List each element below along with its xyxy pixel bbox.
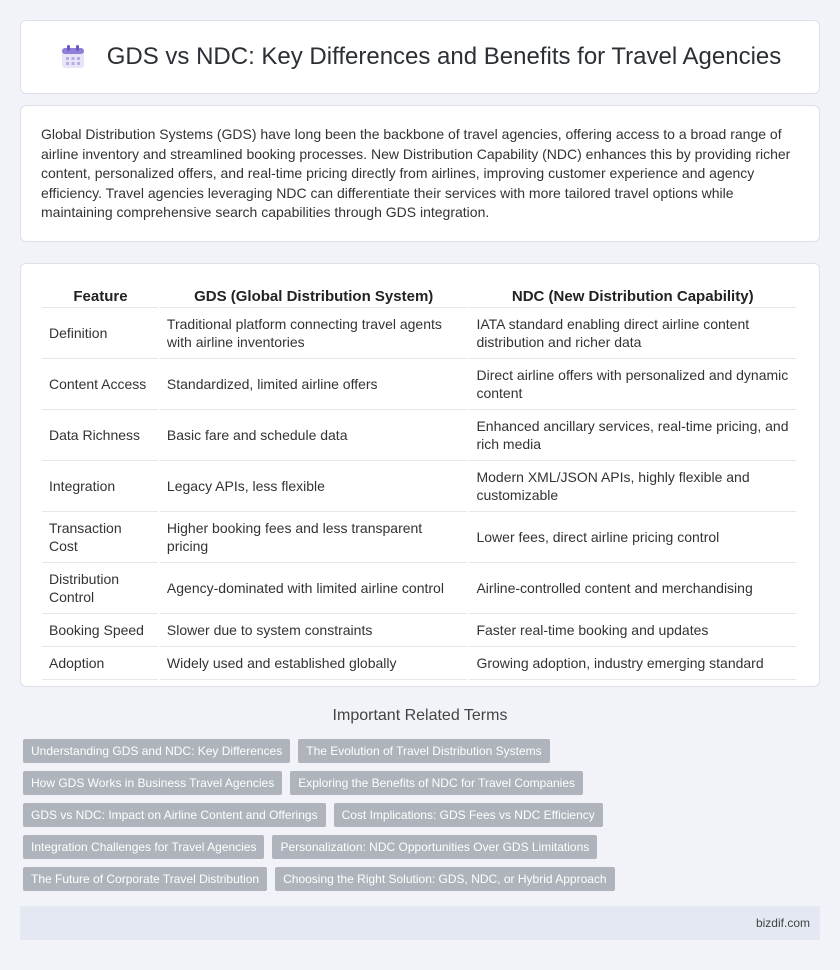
ndc-cell: Modern XML/JSON APIs, highly flexible and customizable <box>468 461 797 512</box>
related-term-link[interactable]: Cost Implications: GDS Fees vs NDC Efficiency <box>334 803 603 827</box>
header-feature: Feature <box>42 284 159 308</box>
feature-cell: Distribution Control <box>42 563 159 614</box>
feature-cell: Adoption <box>42 647 159 680</box>
related-term-link[interactable]: Exploring the Benefits of NDC for Travel Companies <box>290 771 583 795</box>
related-term-link[interactable]: Choosing the Right Solution: GDS, NDC, or Hybrid Approach <box>275 867 615 891</box>
gds-cell: Agency-dominated with limited airline control <box>159 563 469 614</box>
related-term-link[interactable]: Personalization: NDC Opportunities Over GDS Limitations <box>272 835 597 859</box>
header-gds: GDS (Global Distribution System) <box>159 284 469 308</box>
ndc-cell: Enhanced ancillary services, real-time pricing, and rich media <box>468 410 797 461</box>
related-term-link[interactable]: The Evolution of Travel Distribution Systems <box>298 739 549 763</box>
feature-cell: Content Access <box>42 359 159 410</box>
gds-cell: Widely used and established globally <box>159 647 469 680</box>
gds-cell: Basic fare and schedule data <box>159 410 469 461</box>
ndc-cell: Lower fees, direct airline pricing control <box>468 512 797 563</box>
feature-cell: Data Richness <box>42 410 159 461</box>
calendar-icon <box>59 43 87 71</box>
gds-cell: Traditional platform connecting travel agents with airline inventories <box>159 308 469 359</box>
table-header-row <box>42 284 797 308</box>
table-row <box>42 614 797 647</box>
ndc-cell: Airline-controlled content and merchandising <box>468 563 797 614</box>
gds-cell: Legacy APIs, less flexible <box>159 461 469 512</box>
table-row <box>42 461 797 512</box>
table-row <box>42 563 797 614</box>
related-term-link[interactable]: The Future of Corporate Travel Distribution <box>23 867 267 891</box>
table-row <box>42 308 797 359</box>
comparison-card <box>20 263 820 687</box>
related-term-link[interactable]: Integration Challenges for Travel Agencies <box>23 835 264 859</box>
gds-cell: Standardized, limited airline offers <box>159 359 469 410</box>
related-term-link[interactable]: GDS vs NDC: Impact on Airline Content and Offerings <box>23 803 326 827</box>
related-terms-list <box>23 739 823 899</box>
table-row <box>42 647 797 680</box>
page-title: GDS vs NDC: Key Differences and Benefits for Travel Agencies <box>106 43 782 70</box>
ndc-cell: Direct airline offers with personalized and dynamic content <box>468 359 797 410</box>
feature-cell: Transaction Cost <box>42 512 159 563</box>
table-row <box>42 359 797 410</box>
ndc-cell: IATA standard enabling direct airline content distribution and richer data <box>468 308 797 359</box>
feature-cell: Definition <box>42 308 159 359</box>
related-term-link[interactable]: Understanding GDS and NDC: Key Differences <box>23 739 290 763</box>
intro-card <box>20 105 820 242</box>
table-row <box>42 512 797 563</box>
feature-cell: Integration <box>42 461 159 512</box>
ndc-cell: Faster real-time booking and updates <box>468 614 797 647</box>
table-row <box>42 410 797 461</box>
gds-cell: Higher booking fees and less transparent pricing <box>159 512 469 563</box>
feature-cell: Booking Speed <box>42 614 159 647</box>
gds-cell: Slower due to system constraints <box>159 614 469 647</box>
header-ndc: NDC (New Distribution Capability) <box>468 284 797 308</box>
page-header <box>20 20 820 94</box>
related-terms-title: Important Related Terms <box>332 707 508 724</box>
intro-text: Global Distribution Systems (GDS) have long been the backbone of travel agencies, offering access to a broad range of airline inventory and streamlined booking processes. New Distribution Capability (NDC) enhances this by providing richer content, personalized offers, and real-time pricing directly from airlines, improving customer experience and agency efficiency. Travel agencies leveraging NDC can differentiate their services with more tailored travel options while maintaining comprehensive search capabilities through GDS integration. <box>41 126 791 221</box>
ndc-cell: Growing adoption, industry emerging standard <box>468 647 797 680</box>
comparison-table <box>42 284 798 680</box>
related-term-link[interactable]: How GDS Works in Business Travel Agencies <box>23 771 282 795</box>
footer-site-link[interactable]: bizdif.com <box>755 916 810 930</box>
page-footer <box>20 906 820 940</box>
